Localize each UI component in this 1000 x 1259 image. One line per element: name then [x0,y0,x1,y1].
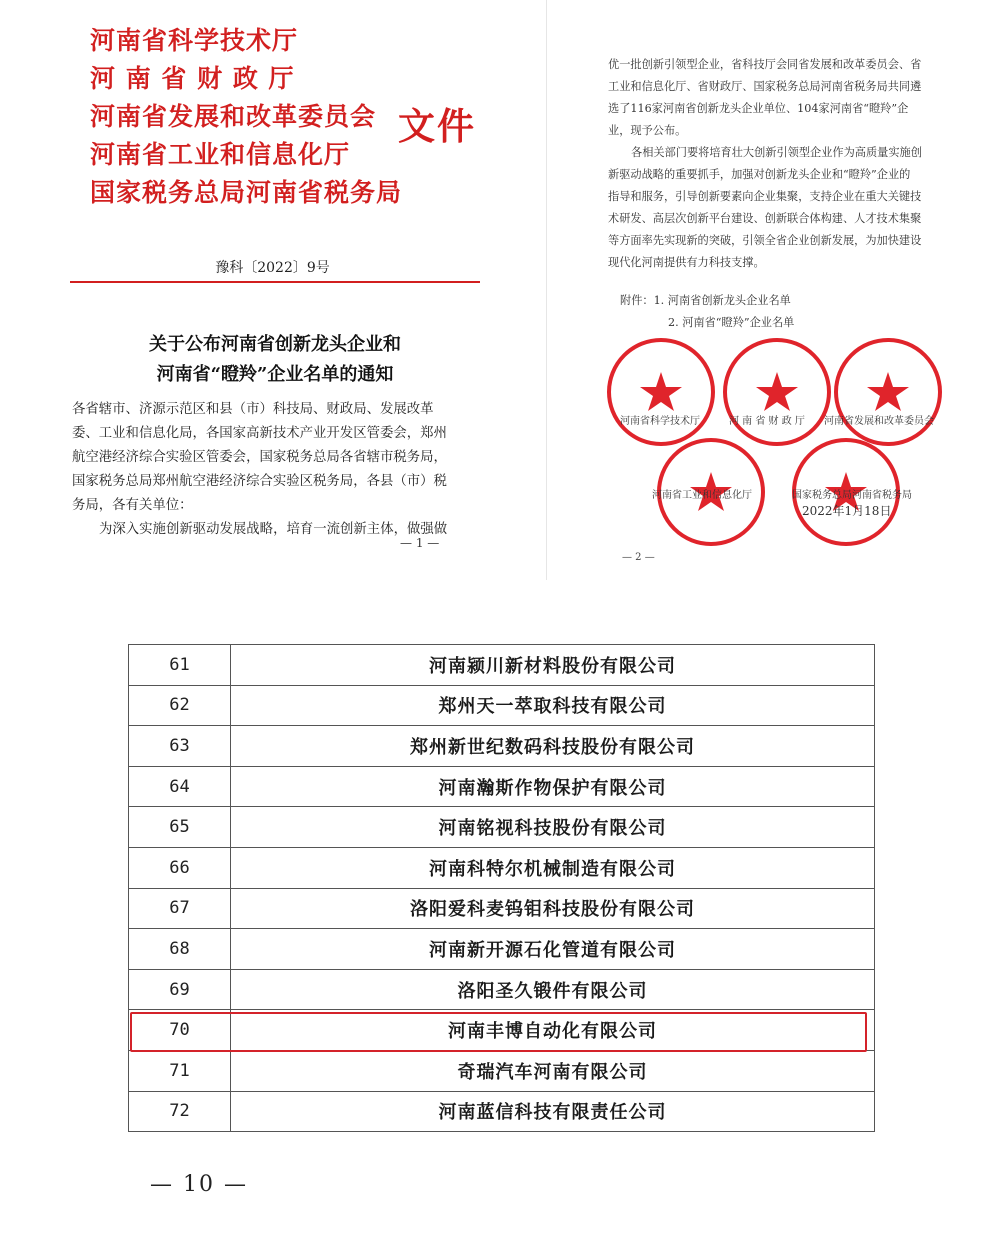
table-row [129,969,875,1010]
seal-stamp-icon [721,336,833,448]
row-number: 65 [129,807,231,848]
seal-caption: 河 南 省 财 政 厅 [729,416,805,427]
row-number: 72 [129,1091,231,1132]
table-row [129,929,875,970]
row-number: 61 [129,645,231,686]
table-row [129,1091,875,1132]
table-row [129,888,875,929]
body-line: 业，现予公布。 [608,124,687,137]
notice-title-line-1: 关于公布河南省创新龙头企业和 [149,334,401,355]
row-number: 66 [129,847,231,888]
body-line: 各省辖市、济源示范区和县（市）科技局、财政局、发展改革 [72,402,434,417]
seal-stamp-icon [832,336,944,448]
issuer-3: 河南省发展和改革委员会 [90,102,377,131]
company-name: 河南颍川新材料股份有限公司 [231,645,875,686]
highlight-box [130,1012,867,1052]
company-name: 洛阳爱科麦钨钼科技股份有限公司 [231,888,875,929]
seal-caption: 河南省工业和信息化厅 [652,490,752,501]
seal-caption: 国家税务总局河南省税务局 [792,490,912,501]
page-number-1: — 1 — [400,536,440,550]
body-line: 国家税务总局郑州航空港经济综合实验区税务局，各县（市）税 [72,474,447,489]
body-line: 优一批创新引领型企业，省科技厅会同省发展和改革委员会、省 [608,58,922,71]
row-number: 67 [129,888,231,929]
table-row [129,685,875,726]
page-divider [546,0,547,580]
page-number-footer: — 10 — [150,1172,248,1197]
body-line: 航空港经济综合实验区管委会，国家税务总局各省辖市税务局， [72,450,447,465]
seal-caption: 河南省发展和改革委员会 [824,416,934,427]
issuer-5: 国家税务总局河南省税务局 [90,178,403,207]
enterprise-table [128,644,875,1132]
row-number: 71 [129,1050,231,1091]
attachment-1: 附件：1. 河南省创新龙头企业名单 [620,294,791,307]
body-line: 工业和信息化厅、省财政厅、国家税务总局河南省税务局共同遴 [608,80,922,93]
table-row [129,726,875,767]
company-name: 河南铭视科技股份有限公司 [231,807,875,848]
issuer-4: 河南省工业和信息化厅 [90,140,351,169]
company-name: 河南科特尔机械制造有限公司 [231,847,875,888]
document-number: 豫科〔2022〕9号 [215,260,330,276]
notice-title-line-2: 河南省“瞪羚”企业名单的通知 [156,364,394,385]
body-line: 委、工业和信息化局，各国家高新技术产业开发区管委会，郑州 [72,426,447,441]
body-line: 指导和服务，引导创新要素向企业集聚，支持企业在重大关键技 [608,190,922,203]
row-number: 70 [129,1010,231,1051]
company-name: 奇瑞汽车河南有限公司 [231,1050,875,1091]
body-line: 术研发、高层次创新平台建设、创新联合体构建、人才技术集聚 [608,212,922,225]
company-name: 洛阳圣久锻件有限公司 [231,969,875,1010]
issuer-2: 河 南 省 财 政 厅 [90,64,295,93]
seal-caption: 河南省科学技术厅 [620,416,700,427]
notice-body [72,398,482,542]
body-line: 等方面率先实现新的突破，引领全省企业创新发展，为加快建设 [608,234,922,247]
page-number-2: — 2 — [622,552,655,563]
company-name: 河南蓝信科技有限责任公司 [231,1091,875,1132]
table-row [129,645,875,686]
table-row [129,1050,875,1091]
row-number: 62 [129,685,231,726]
company-name: 河南新开源石化管道有限公司 [231,929,875,970]
seal-stamp-icon [605,336,717,448]
body-line: 选了116家河南省创新龙头企业单位、104家河南省“瞪羚”企 [608,102,909,115]
issuer-list [90,22,410,212]
continuation-body [608,54,953,274]
body-line: 现代化河南提供有力科技支撑。 [608,256,765,269]
table-row [129,807,875,848]
company-name: 河南瀚斯作物保护有限公司 [231,766,875,807]
company-name: 河南丰博自动化有限公司 [231,1010,875,1051]
signing-date: 2022年1月18日 [802,504,892,518]
red-rule-divider [70,281,480,283]
row-number: 69 [129,969,231,1010]
company-name: 郑州天一萃取科技有限公司 [231,685,875,726]
company-name: 郑州新世纪数码科技股份有限公司 [231,726,875,767]
body-line: 务局，各有关单位： [72,498,193,513]
body-line: 各相关部门要将培育壮大创新引领型企业作为高质量实施创 [631,146,922,159]
attachment-2: 2. 河南省“瞪羚”企业名单 [668,316,795,329]
table-row [129,766,875,807]
row-number: 63 [129,726,231,767]
document-word: 文件 [398,104,476,148]
table-row [129,847,875,888]
attachments [620,290,794,334]
body-line: 新驱动战略的重要抓手，加强对创新龙头企业和“瞪羚”企业的 [608,168,911,181]
issuer-1: 河南省科学技术厅 [90,26,299,55]
row-number: 64 [129,766,231,807]
body-line: 为深入实施创新驱动发展战略，培育一流创新主体，做强做 [99,522,448,537]
row-number: 68 [129,929,231,970]
